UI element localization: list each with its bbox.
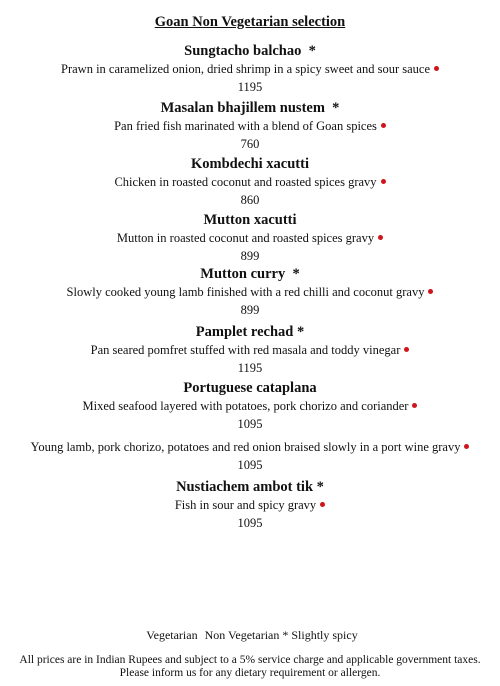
non-veg-dot-icon xyxy=(428,289,433,294)
item-description: Pan seared pomfret stuffed with red masala and toddy vinegar xyxy=(90,343,401,357)
item-description: Young lamb, pork chorizo, potatoes and red onion braised slowly in a port wine gravy xyxy=(30,440,461,454)
item-description: Mixed seafood layered with potatoes, pork chorizo and coriander xyxy=(82,399,409,413)
item-price: 1095 xyxy=(237,458,263,472)
menu-item xyxy=(0,43,500,95)
non-veg-dot-icon xyxy=(320,502,325,507)
legend-non-vegetarian: Non Vegetarian xyxy=(204,628,280,642)
spicy-mark: * xyxy=(332,100,340,116)
spicy-mark: * xyxy=(296,324,305,340)
legend-vegetarian: Vegetarian xyxy=(146,628,198,642)
item-name: Sungtacho balchao xyxy=(184,43,302,59)
menu-item xyxy=(0,479,500,531)
footer-line-1: All prices are in Indian Rupees and subject to a 5% service charge and applicable government taxes. xyxy=(19,654,481,666)
footer-note xyxy=(0,654,500,680)
item-price: 1095 xyxy=(237,516,263,530)
non-veg-dot-icon xyxy=(434,66,439,71)
non-veg-dot-icon xyxy=(412,403,417,408)
item-name: Kombdechi xacutti xyxy=(190,156,309,172)
spicy-mark: * xyxy=(292,266,300,282)
item-price: 860 xyxy=(240,193,260,207)
item-description: Chicken in roasted coconut and roasted spices gravy xyxy=(114,175,377,189)
item-description: Fish in sour and spicy gravy xyxy=(174,498,317,512)
item-price: 1195 xyxy=(237,80,263,94)
menu-item xyxy=(0,380,500,432)
item-price: 1195 xyxy=(237,361,263,375)
menu-item xyxy=(0,266,500,318)
item-description: Mutton in roasted coconut and roasted spices gravy xyxy=(116,231,375,245)
item-price: 1095 xyxy=(237,417,263,431)
item-name: Nustiachem ambot tik xyxy=(176,479,314,495)
legend xyxy=(0,626,500,643)
menu-item xyxy=(0,324,500,376)
menu-title: Goan Non Vegetarian selection xyxy=(154,14,346,30)
menu-item xyxy=(0,156,500,208)
item-description: Pan fried fish marinated with a blend of Goan spices xyxy=(114,119,377,133)
non-veg-dot-icon xyxy=(378,235,383,240)
item-name: Pamplet rechad xyxy=(195,324,294,340)
item-name: Portuguese cataplana xyxy=(183,380,317,396)
item-name: Masalan bhajillem nustem xyxy=(160,100,325,116)
item-price: 899 xyxy=(240,303,260,317)
item-price: 899 xyxy=(240,249,260,263)
item-description: Slowly cooked young lamb finished with a red chilli and coconut gravy xyxy=(66,285,425,299)
footer-line-2: Please inform us for any dietary requirement or allergen. xyxy=(119,667,381,679)
menu-item xyxy=(0,438,500,473)
spicy-mark: * xyxy=(308,43,316,59)
spicy-mark: * xyxy=(316,479,324,495)
item-name: Mutton xacutti xyxy=(203,212,297,228)
non-veg-dot-icon xyxy=(404,347,409,352)
legend-spicy: * Slightly spicy xyxy=(282,628,358,642)
non-veg-dot-icon xyxy=(381,123,386,128)
item-description: Prawn in caramelized onion, dried shrimp in a spicy sweet and sour sauce xyxy=(61,62,430,76)
menu-item xyxy=(0,212,500,264)
menu-item xyxy=(0,100,500,152)
item-price: 760 xyxy=(240,137,260,151)
item-name: Mutton curry xyxy=(200,266,286,282)
non-veg-dot-icon xyxy=(464,444,469,449)
non-veg-dot-icon xyxy=(381,179,386,184)
